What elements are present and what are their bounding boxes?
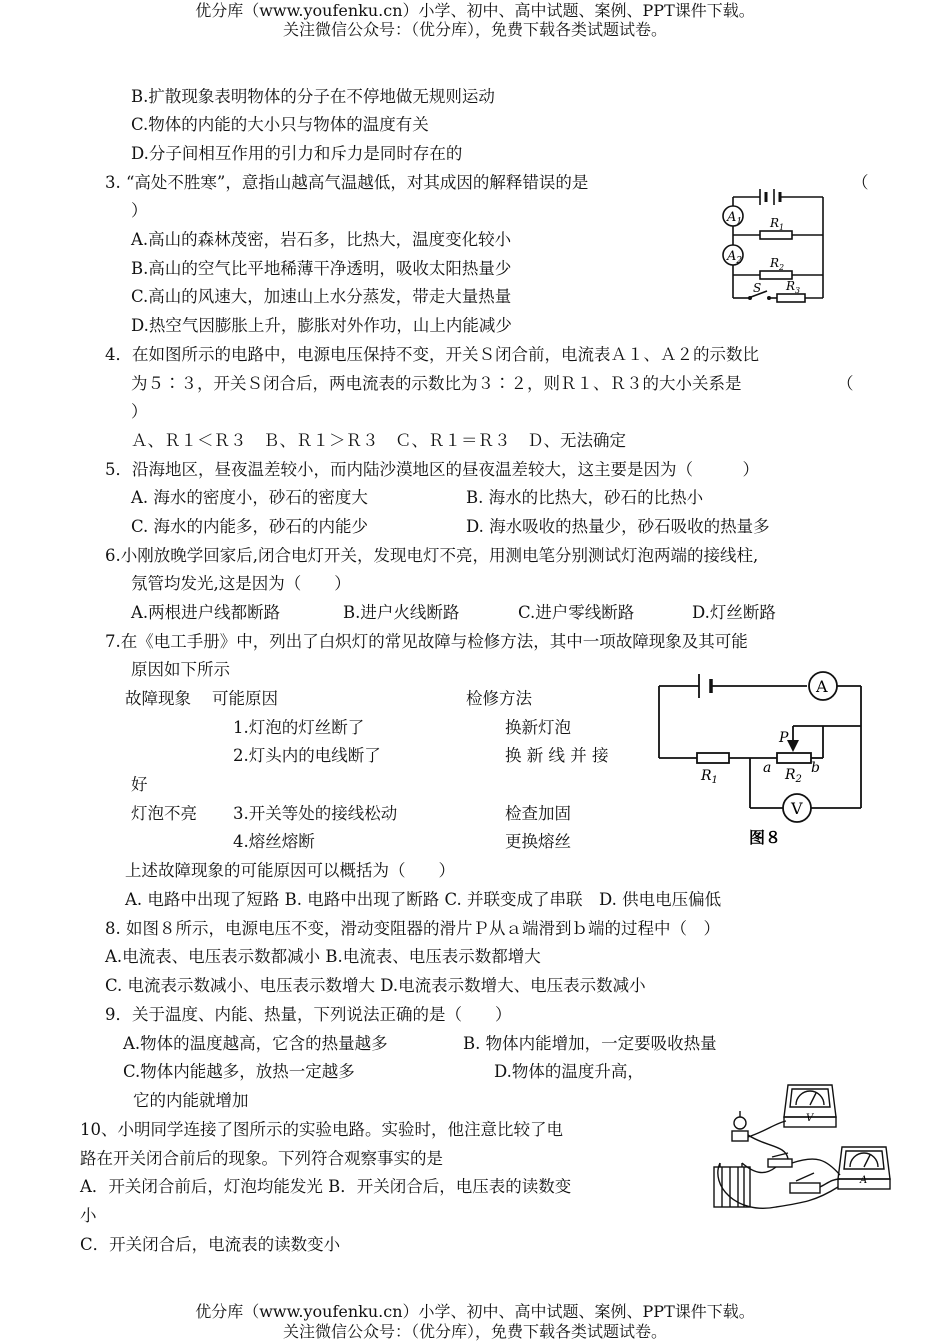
q7-fix-3: 检查加固 bbox=[505, 804, 571, 823]
fig8-r1-label: R bbox=[701, 768, 712, 784]
q3-paren-open: （ bbox=[852, 173, 869, 192]
fig8-b-label: b bbox=[811, 760, 820, 776]
svg-text:R2 bbox=[769, 256, 784, 272]
q5-stem: 5．沿海地区，昼夜温差较小，而内陆沙漠地区的昼夜温差较大，这主要是因为（ ） bbox=[105, 460, 759, 479]
q7-col-cause: 可能原因 bbox=[212, 689, 278, 708]
q7-fix-2-cont: 好 bbox=[131, 775, 148, 794]
q7-options: A. 电路中出现了短路 B. 电路中出现了断路 C. 并联变成了串联 D. 供电电压偏低 bbox=[125, 890, 722, 909]
fig8-ammeter-label: A bbox=[816, 677, 828, 696]
q8-stem: 8. 如图８所示，电源电压不变，滑动变阻器的滑片Ｐ从ａ端滑到ｂ端的过程中（ ） bbox=[105, 919, 720, 938]
q8-options-ab: A.电流表、电压表示数都减小 B.电流表、电压表示数都增大 bbox=[105, 947, 541, 966]
q6-option-a: A.两根进户线都断路 bbox=[131, 603, 281, 622]
q3-option-c: C.高山的风速大，加速山上水分蒸发，带走大量热量 bbox=[131, 287, 512, 306]
fig10-voltmeter-label: V bbox=[806, 1113, 814, 1124]
q9-option-b: B. 物体内能增加，一定要吸收热量 bbox=[463, 1034, 717, 1053]
q6-line-1: 6.小刚放晚学回家后,闭合电灯开关，发现电灯不亮，用测电笔分别测试灯泡两端的接线柱, bbox=[105, 546, 759, 565]
fig8-voltmeter-label: V bbox=[791, 799, 803, 818]
svg-text:R3 bbox=[785, 279, 800, 295]
q3-option-b: B.高山的空气比平地稀薄干净透明，吸收太阳热量少 bbox=[131, 259, 512, 278]
fig1-r1-sub: 1 bbox=[779, 223, 785, 232]
q7-col-fault: 故障现象 bbox=[125, 689, 191, 708]
q3-option-a: A.高山的森林茂密，岩石多，比热大，温度变化较小 bbox=[131, 230, 512, 249]
svg-text:A2 bbox=[726, 249, 742, 266]
q7-col-fix: 检修方法 bbox=[466, 689, 532, 708]
footer-line-2: 关注微信公众号：（优分库），免费下载各类试题试卷。 bbox=[282, 1322, 667, 1341]
q5-option-b: B. 海水的比热大，砂石的比热小 bbox=[466, 488, 704, 507]
header-line-2: 关注微信公众号：（优分库），免费下载各类试题试卷。 bbox=[282, 20, 667, 39]
q5-option-d: D. 海水吸收的热量少，砂石吸收的热量多 bbox=[466, 517, 770, 536]
fig1-a1-label: A bbox=[727, 210, 737, 225]
q7-cause-3: 3.开关等处的接线松动 bbox=[233, 804, 398, 823]
q10-options-ab: A．开关闭合前后，灯泡均能发光 B．开关闭合后，电压表的读数变 bbox=[80, 1177, 572, 1196]
q7-line-1: 7.在《电工手册》中，列出了白炽灯的常见故障与检修方法，其中一项故障现象及其可能 bbox=[105, 632, 748, 651]
q4-line-2: 为５∶３，开关Ｓ闭合后，两电流表的示数比为３∶２，则Ｒ１、Ｒ３的大小关系是 bbox=[131, 374, 742, 393]
q7-summary: 上述故障现象的可能原因可以概括为（ ） bbox=[125, 861, 455, 880]
fig8-r2-sub: 2 bbox=[795, 774, 802, 785]
q7-fix-4: 更换熔丝 bbox=[505, 832, 571, 851]
q5-option-a: A. 海水的密度小，砂石的密度大 bbox=[131, 488, 368, 507]
apparatus-figure-q10 bbox=[706, 1075, 894, 1215]
fig1-a2-sub: 2 bbox=[736, 256, 743, 266]
header-line-1: 优分库（www.youfenku.cn）小学、初中、高中试题、案例、PPT课件下载。 bbox=[195, 1, 755, 20]
q7-fix-1: 换新灯泡 bbox=[505, 718, 571, 737]
fig1-r1-label: R bbox=[770, 216, 780, 230]
q7-cause-4: 4.熔丝熔断 bbox=[233, 832, 315, 851]
q6-option-d: D.灯丝断路 bbox=[692, 603, 776, 622]
q9-option-a: A.物体的温度越高，它含的热量越多 bbox=[123, 1034, 388, 1053]
q2-option-d: D.分子间相互作用的引力和斥力是同时存在的 bbox=[131, 144, 463, 163]
fig1-a2-label: A bbox=[727, 249, 737, 264]
q10-option-c: C．开关闭合后，电流表的读数变小 bbox=[80, 1235, 341, 1254]
q3-paren-close: ） bbox=[131, 201, 148, 220]
q4-paren-close: ） bbox=[131, 402, 148, 421]
fig8-p-label: P bbox=[779, 730, 789, 746]
q6-line-2: 氖管均发光,这是因为（ ） bbox=[131, 574, 351, 593]
q4-line-1: 4．在如图所示的电路中，电源电压保持不变，开关Ｓ闭合前，电流表Ａ１、Ａ２的示数比 bbox=[105, 345, 759, 364]
fig8-r1-sub: 1 bbox=[711, 775, 718, 786]
q9-option-d: D.物体的温度升高， bbox=[494, 1062, 644, 1081]
q5-option-c: C. 海水的内能多，砂石的内能少 bbox=[131, 517, 369, 536]
q7-cause-1: 1.灯泡的灯丝断了 bbox=[233, 718, 365, 737]
fig1-r3-label: R bbox=[786, 279, 796, 293]
q10-line-2: 路在开关闭合前后的现象。下列符合观察事实的是 bbox=[80, 1149, 443, 1168]
q10-line-1: 10、小明同学连接了图所示的实验电路。实验时，他注意比较了电 bbox=[80, 1120, 563, 1139]
q10-options-ab-cont: 小 bbox=[80, 1206, 97, 1225]
svg-text:R2 bbox=[784, 767, 802, 785]
fig8-a-label: a bbox=[763, 760, 772, 776]
q4-options: Ａ、Ｒ１＜Ｒ３ Ｂ、Ｒ１＞Ｒ３ Ｃ、Ｒ１＝Ｒ３ Ｄ、无法确定 bbox=[131, 431, 626, 450]
fig1-s-label: S bbox=[753, 281, 762, 295]
q9-stem: 9．关于温度、内能、热量，下列说法正确的是（ ） bbox=[105, 1005, 512, 1024]
q7-cause-2: 2.灯头内的电线断了 bbox=[233, 746, 381, 765]
fig1-r3-sub: 3 bbox=[795, 286, 801, 295]
q4-paren-open: （ bbox=[837, 374, 854, 393]
q9-option-c: C.物体内能越多，放热一定越多 bbox=[123, 1062, 355, 1081]
q3-stem: 3. “高处不胜寒”，意指山越高气温越低，对其成因的解释错误的是 bbox=[105, 173, 589, 192]
q2-option-b: B.扩散现象表明物体的分子在不停地做无规则运动 bbox=[131, 87, 495, 106]
fig1-r2-label: R bbox=[770, 256, 780, 270]
q6-option-c: C.进户零线断路 bbox=[518, 603, 635, 622]
circuit-figure-q4 bbox=[715, 180, 830, 308]
fig1-a1-sub: 1 bbox=[736, 217, 743, 227]
q7-line-2: 原因如下所示 bbox=[131, 660, 230, 679]
svg-text:R1 bbox=[700, 768, 718, 786]
q6-option-b: B.进户火线断路 bbox=[343, 603, 460, 622]
svg-text:A1 bbox=[726, 210, 742, 227]
q9-option-d-cont: 它的内能就增加 bbox=[133, 1091, 249, 1110]
q7-fix-2: 换 新 线 并 接 bbox=[505, 746, 609, 765]
q2-option-c: C.物体的内能的大小只与物体的温度有关 bbox=[131, 115, 429, 134]
fig8-caption: 图８ bbox=[749, 828, 782, 847]
figure-8-circuit bbox=[655, 668, 870, 848]
q8-options-cd: C. 电流表示数减小、电压表示数增大 D.电流表示数增大、电压表示数减小 bbox=[105, 976, 646, 995]
q3-option-d: D.热空气因膨胀上升，膨胀对外作功，山上内能减少 bbox=[131, 316, 512, 335]
fig10-ammeter-label: A bbox=[860, 1175, 868, 1186]
footer-line-1: 优分库（www.youfenku.cn）小学、初中、高中试题、案例、PPT课件下载。 bbox=[195, 1302, 755, 1321]
q7-fault: 灯泡不亮 bbox=[131, 804, 197, 823]
fig1-r2-sub: 2 bbox=[779, 263, 785, 272]
fig8-r2-label: R bbox=[785, 767, 796, 783]
svg-text:R1 bbox=[769, 216, 784, 232]
